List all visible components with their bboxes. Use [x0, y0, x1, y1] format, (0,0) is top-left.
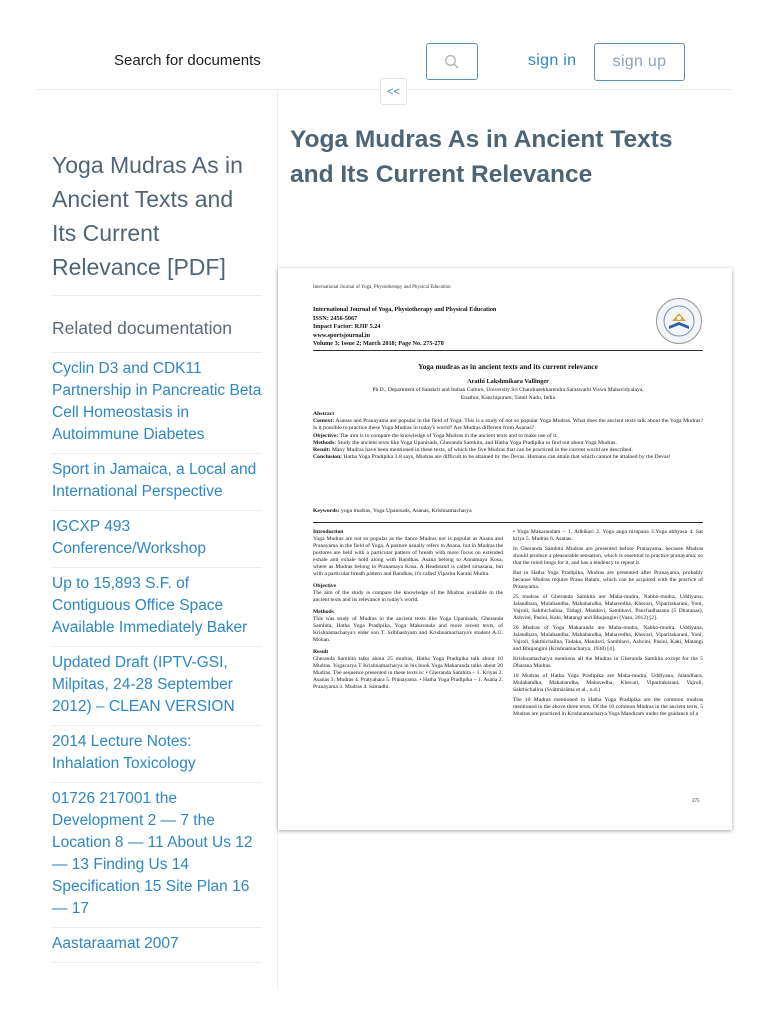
abstract-line: Context: Asanas and Pranayama are popular in the field of Yoga. This is a study of not so popular Yoga Mudras. What does the ancient texts talk about the Yoga Mudras? Is it possible to practice these Yoga Mudras in today's world? Are Mudras different from Asanas? [313, 418, 703, 432]
abstract-line: Result: Many Mudras have been mentioned in these texts, of which the five Mudras that can be practiced in the current world are described. [313, 447, 633, 454]
journal-line: Volume 3; Issue 2; March 2018; Page No. 275-278 [313, 340, 444, 348]
related-link[interactable]: 2014 Lecture Notes: Inhalation Toxicology [52, 733, 196, 772]
preview-right-column [513, 529, 703, 718]
section-heading: Methods [313, 609, 334, 615]
related-link[interactable]: Sport in Jamaica, a Local and International Perspective [52, 461, 257, 500]
journal-line: Impact Factor: RJIF 5.24 [313, 323, 381, 331]
paragraph: 10 Mudras of Hatha Yoga Pradipika are Maha-mudra, Uddiyana, Jalandhara, Mulabandha, Mahabandha, Mahavedha, Khecari, Viparitakarani, Vajroli, Sakthichalina (Svātmārāma et al., n.d.) [513, 673, 703, 693]
preview-keywords: Keywords: yoga mudras, Yoga Upanisads, Asanas, Krishnamacharya [313, 508, 472, 514]
sidebar [52, 90, 262, 990]
section-heading: Introduction [313, 529, 344, 535]
paragraph: 25 mudras of Gheranda Samhita are Maha-mudra, Nabho-mudra, Uddiyana, Jalandhara, Mulabandha, Mahabandha, Mahavedha, Khecari, Viparitakarani, Yoni, Vajroli, Sakthichalina, Tadagi, Mandavi, Sambhavi, Panchadharana (5 Dharanas), Ashvini, Pasini, Kaki, Matangi and Bhujangini (Vasu, 2012) [2]. [513, 594, 703, 621]
list-item [52, 568, 262, 647]
journal-line: ISSN: 2456-5067 [313, 314, 358, 322]
preview-page-number: 275 [692, 799, 700, 804]
top-header [0, 0, 768, 90]
preview-journal-info [313, 306, 496, 349]
sign-up-button[interactable]: sign up [594, 43, 685, 81]
section-text: Yoga Mudras are not so popular as the dance Mudras nor is popular as Asana and Pranayama in the field of Yoga. A posture usually refers to Asana, but in Mudras the postures are held with a particular pattern of breath with more focus on extended exhale and exhale hold along with Bandhas. Asana belong to Annamaya Kosa, where as Mudras belong to Pranamaya Kosa. A Headstand is called sirsasana, but with a particular breath pattern and Bandhas, it's called Viparita Karani Mudra. [313, 536, 503, 577]
section-text: The aim of the study is compare the knowledge of the Mudras available in the ancient texts and its relevance in today's world. [313, 590, 503, 603]
page-title: Yoga Mudras As in Ancient Texts and Its Current Relevance [290, 126, 673, 188]
search-icon [444, 54, 460, 70]
related-link[interactable]: Up to 15,893 S.F. of Contiguous Office Space Available Immediately Baker [52, 575, 248, 636]
list-item [52, 647, 262, 726]
section-text: Gheranda Samhita talks about 25 mudras, Hatha Yoga Pradipika talk about 10 Mudras. Yogacarya T Krishnamacharya in his book Yoga Makaranda talks about 20 Mudras. The sequence presented in these texts is: • Gheranda Samhita – 1. Kriyas 2. Asanas 3. Mudras 4. Pratyahara 5. Pranayama. • Hatha Yoga Pradipika – 1. Asana 2. Pranayama 3. Mudras 4. Samadhi. [313, 656, 503, 690]
preview-running-header: International Journal of Yoga, Physiotherapy and Physical Education [313, 285, 451, 290]
divider [313, 350, 703, 351]
paragraph: The 10 Mudras mentioned in Hatha Yoga Pradipika are the common mudras mentioned in the above three texts. Of the 10 common Mudras in the ancient texts, 5 Mudras are practiced in Krishnamacharya Yoga Mandiram under the guidance of a [513, 697, 703, 717]
preview-abstract [313, 411, 703, 461]
abstract-line: Objective: The aim is to compare the knowledge of Yoga Mudras in the ancient texts and to make use of it. [313, 432, 558, 439]
abstract-line: Conclusion: Hatha Yoga Pradipika 3.8 says, Mudras are difficult to be attained by the Devas. Humans can attain that which cannot be attained by the Devas! [313, 454, 671, 461]
list-item [52, 726, 262, 783]
document-preview[interactable] [278, 268, 732, 830]
journal-logo-icon [656, 298, 702, 344]
preview-left-column [313, 529, 503, 691]
paragraph: In Gheranda Samhita Mudras are presented before Pranayama, because Mudras should produce a pleasurable sensation, which is essential to practice pranayama; so that the mind longs for it, and has a tendency to repeat it. [513, 546, 703, 566]
related-list [52, 353, 262, 963]
related-link[interactable]: Aastaraamat 2007 [52, 935, 179, 952]
search-button[interactable] [426, 43, 478, 80]
affiliation-line: Enathur, Kanchipuram, Tamil Nadu, India [460, 394, 556, 401]
list-item [52, 783, 262, 928]
paragraph: Krishnamacharya mentions all the Mudras in Gheranda Samhita except for the 5 Dharana Mudras. [513, 656, 703, 669]
preview-affiliation [313, 387, 703, 403]
search-input[interactable]: Search for documents [114, 52, 261, 69]
list-item [52, 353, 262, 454]
related-link[interactable]: Cyclin D3 and CDK11 Partnership in Pancreatic Beta Cell Homeostasis in Autoimmune Diabetes [52, 360, 262, 443]
paragraph: 20 Mudras of Yoga Makaranda are Maha-mudra, Nabho-mudra, Uddiyana, Jalandhara, Mulabandha, Mahabandha, Mahavedha, Khecari, Viparitakarani, Yoni, Vajroli, Sakthichalina, Tadaka, Mandavi, Sambhavi, Ashvini, Pasini, Kaki, Matangi and Bhujangini (Krishnamacharya, 1938) [4]. [513, 625, 703, 652]
divider [313, 522, 703, 523]
preview-paper-title: Yoga mudras as in ancient texts and its current relevance [418, 362, 598, 371]
divider [52, 295, 262, 296]
sign-in-link[interactable]: sign in [528, 52, 577, 69]
paragraph: • Yoga Makarandam – 1. Adhikari 2. Yoga anga nirupana 3.Yoga abhyasa 4. Sat kriya 5. Mudras 6. Asanas. [513, 529, 703, 542]
section-heading: Objective [313, 583, 336, 589]
related-link[interactable]: Updated Draft (IPTV-GSI, Milpitas, 24-28 September 2012) – CLEAN VERSION [52, 654, 235, 715]
list-item [52, 928, 262, 963]
list-item [52, 511, 262, 568]
journal-line: International Journal of Yoga, Physiotherapy and Physical Education [313, 306, 497, 313]
related-link[interactable]: IGCXP 493 Conference/Workshop [52, 518, 206, 557]
affiliation-line: Ph.D., Department of Sanskrit and Indian Culture, University Sri Chandrasekharendra Saraswathi Viswa Mahavidyalaya, [372, 387, 644, 393]
abstract-heading: Abstract [313, 411, 335, 417]
abstract-line: Methods: Study the ancient texts like Yoga Upanisads, Gheranda Samhita, and Hatha Yoga Pradipika to find out about Yoga Mudras. [313, 439, 617, 446]
section-text: This was study of Mudras in the ancient texts like Yoga Upanisads, Gheranda Samhita, Hatha Yoga Pradipika, Yoga Makaranda and more recent texts, of Krishnamacharya's elder son T. Sribhashyam and Krishnamacharya's student A.G. Mohan. [313, 616, 503, 643]
section-heading: Result [313, 649, 329, 655]
preview-author: Arathi Lakshmikara Vallinger [467, 378, 549, 385]
paragraph: But in Hatha Yoga Pradipika, Mudras are presented after Pranayama, probably because Mudras require Prana Balam, which can be acquired with the practice of Pranayama. [513, 570, 703, 590]
sidebar-doc-title: Yoga Mudras As in Ancient Texts and Its Current Relevance [PDF] [52, 152, 243, 280]
collapse-sidebar-button[interactable]: << [380, 78, 407, 105]
related-documentation-heading: Related documentation [52, 318, 232, 338]
journal-line: www.sportsjournal.in [313, 331, 371, 339]
related-link[interactable]: 01726 217001 the Development 2 — 7 the Location 8 — 11 About Us 12 — 13 Finding Us 14 Specification 15 Site Plan 16 — 17 [52, 790, 253, 917]
list-item [52, 454, 262, 511]
